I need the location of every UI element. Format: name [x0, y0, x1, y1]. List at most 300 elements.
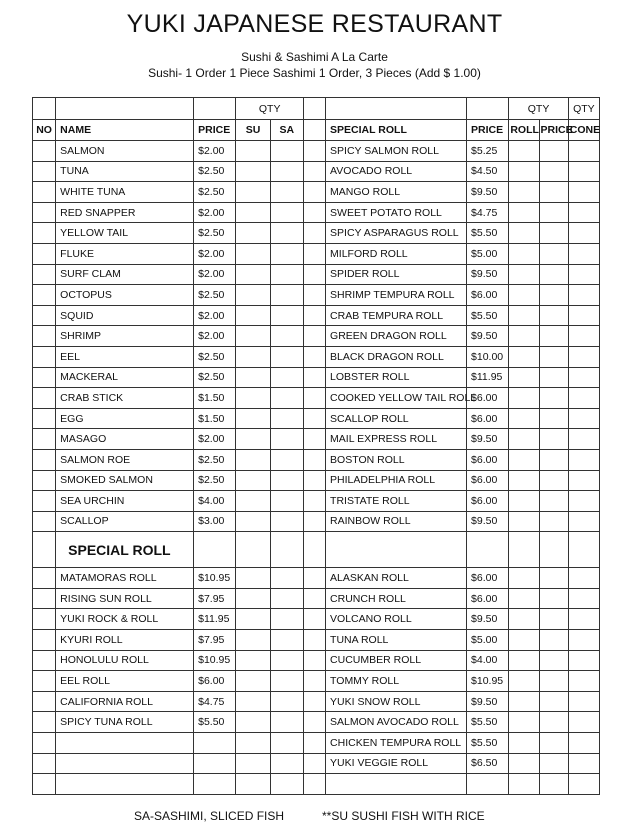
sushi-item-name: YELLOW TAIL	[56, 223, 194, 244]
qty-roll-cell	[509, 753, 539, 774]
sushi-item-price: $2.00	[194, 202, 236, 223]
roll-item-name: TRISTATE ROLL	[326, 491, 467, 512]
roll-item-price: $9.50	[467, 182, 509, 203]
sushi-item-price: $2.50	[194, 285, 236, 306]
sushi-item-price: $2.50	[194, 367, 236, 388]
qty-sa-cell	[270, 568, 303, 589]
qty-sa-cell	[270, 202, 303, 223]
roll-item-price: $6.00	[467, 470, 509, 491]
spacer-cell	[303, 346, 325, 367]
roll-item-name: VOLCANO ROLL	[326, 609, 467, 630]
roll-item-name: ALASKAN ROLL	[326, 568, 467, 589]
qty-price-cell	[539, 182, 568, 203]
qty-su-cell	[236, 568, 270, 589]
qty-cone-cell	[568, 671, 599, 692]
spacer-cell	[303, 182, 325, 203]
roll-item-name: CHICKEN TEMPURA ROLL	[326, 733, 467, 754]
qty-su-cell	[236, 264, 270, 285]
table-row	[33, 630, 600, 651]
table-row	[33, 141, 600, 162]
roll-item-name: SPICY SALMON ROLL	[326, 141, 467, 162]
roll-item-price: $9.50	[467, 429, 509, 450]
qty-roll-cell	[509, 243, 539, 264]
qty-cone-cell	[568, 491, 599, 512]
qty-sa-cell	[270, 753, 303, 774]
spacer-cell	[303, 141, 325, 162]
sushi-item-name: SCALLOP	[56, 511, 194, 532]
qty-roll-cell	[509, 223, 539, 244]
qty-cone-cell	[568, 733, 599, 754]
qty-cone-cell	[568, 753, 599, 774]
row-number-cell	[33, 161, 56, 182]
qty-cone-cell	[568, 388, 599, 409]
qty-su-cell	[236, 223, 270, 244]
page-title: YUKI JAPANESE RESTAURANT	[126, 10, 503, 38]
qty-cone-cell	[568, 568, 599, 589]
empty-cell	[194, 532, 236, 568]
sushi-item-name: SMOKED SALMON	[56, 470, 194, 491]
qty-su-cell	[236, 388, 270, 409]
table-row	[33, 511, 600, 532]
qty-cone-cell	[568, 470, 599, 491]
spacer-cell	[303, 264, 325, 285]
qty-price-cell	[539, 650, 568, 671]
sushi-item-price: $2.00	[194, 243, 236, 264]
spacer-cell	[303, 367, 325, 388]
roll-item-price: $9.50	[467, 609, 509, 630]
sushi-item-price: $11.95	[194, 609, 236, 630]
roll-item-name: SHRIMP TEMPURA ROLL	[326, 285, 467, 306]
qty-sa-cell	[270, 671, 303, 692]
header-name: NAME	[56, 120, 194, 141]
sushi-item-price: $2.50	[194, 346, 236, 367]
qty-price-cell	[539, 588, 568, 609]
qty-cone-cell	[568, 346, 599, 367]
row-number-cell	[33, 511, 56, 532]
qty-cone-cell	[568, 223, 599, 244]
qty-sa-cell	[270, 223, 303, 244]
row-number-cell	[33, 223, 56, 244]
row-number-cell	[33, 691, 56, 712]
table-row	[33, 223, 600, 244]
sushi-item-name	[56, 753, 194, 774]
qty-price-cell	[539, 408, 568, 429]
roll-item-name: MANGO ROLL	[326, 182, 467, 203]
table-row	[33, 429, 600, 450]
qty-price-cell	[539, 449, 568, 470]
sushi-item-price: $4.00	[194, 491, 236, 512]
spacer-cell	[303, 470, 325, 491]
special-roll-section-row	[33, 532, 600, 568]
header-sa: SA	[270, 120, 303, 141]
qty-price-cell	[539, 712, 568, 733]
roll-item-name: SPIDER ROLL	[326, 264, 467, 285]
roll-item-price: $6.00	[467, 588, 509, 609]
row-number-cell	[33, 408, 56, 429]
sushi-item-price: $2.50	[194, 223, 236, 244]
sushi-item-name: MACKERAL	[56, 367, 194, 388]
empty-cell	[568, 532, 599, 568]
qty-su-cell	[236, 326, 270, 347]
qty-su-cell	[236, 753, 270, 774]
sushi-item-price: $5.50	[194, 712, 236, 733]
roll-item-name: BLACK DRAGON ROLL	[326, 346, 467, 367]
qty-cone-cell	[568, 691, 599, 712]
empty-cell	[236, 532, 270, 568]
qty-su-cell	[236, 285, 270, 306]
qty-price-cell	[539, 568, 568, 589]
table-row	[33, 305, 600, 326]
header-price: PRICE	[194, 120, 236, 141]
header-special-roll: SPECIAL ROLL	[326, 120, 467, 141]
sushi-item-name: RISING SUN ROLL	[56, 588, 194, 609]
roll-item-name: COOKED YELLOW TAIL ROLL	[326, 388, 467, 409]
qty-su-cell	[236, 588, 270, 609]
qty-su-cell	[236, 408, 270, 429]
qty-sa-cell	[270, 264, 303, 285]
table-row	[33, 285, 600, 306]
qty-price-cell	[539, 630, 568, 651]
qty-roll-cell	[509, 449, 539, 470]
roll-item-price: $6.00	[467, 568, 509, 589]
roll-item-price: $6.00	[467, 388, 509, 409]
sushi-item-name: TUNA	[56, 161, 194, 182]
section-title: SPECIAL ROLL	[56, 532, 194, 568]
qty-price-cell	[539, 733, 568, 754]
empty-cell	[194, 774, 236, 795]
spacer-cell	[303, 388, 325, 409]
qty-label: QTY	[236, 98, 303, 120]
qty-roll-cell	[509, 429, 539, 450]
sushi-item-price: $10.95	[194, 568, 236, 589]
qty-su-cell	[236, 733, 270, 754]
row-number-cell	[33, 367, 56, 388]
row-number-cell	[33, 568, 56, 589]
qty-roll-cell	[509, 712, 539, 733]
qty-sa-cell	[270, 141, 303, 162]
header-price-2: PRICE	[467, 120, 509, 141]
empty-cell	[568, 774, 599, 795]
qty-cone-cell	[568, 305, 599, 326]
table-row	[33, 568, 600, 589]
qty-roll-cell	[509, 305, 539, 326]
sushi-item-name: SQUID	[56, 305, 194, 326]
sushi-item-price: $7.95	[194, 630, 236, 651]
sushi-item-price: $2.50	[194, 449, 236, 470]
spacer-cell	[303, 712, 325, 733]
qty-price-cell	[539, 671, 568, 692]
qty-su-cell	[236, 691, 270, 712]
qty-su-cell	[236, 630, 270, 651]
sushi-item-price	[194, 733, 236, 754]
sushi-item-price: $1.50	[194, 388, 236, 409]
qty-sa-cell	[270, 367, 303, 388]
row-number-cell	[33, 532, 56, 568]
sushi-item-name: CALIFORNIA ROLL	[56, 691, 194, 712]
roll-item-name: BOSTON ROLL	[326, 449, 467, 470]
sushi-item-name: WHITE TUNA	[56, 182, 194, 203]
roll-item-price: $4.50	[467, 161, 509, 182]
qty-roll-cell	[509, 470, 539, 491]
empty-cell	[467, 532, 509, 568]
sushi-item-name: SURF CLAM	[56, 264, 194, 285]
header-price-3: PRICE	[539, 120, 568, 141]
roll-item-price: $6.00	[467, 285, 509, 306]
spacer-cell	[303, 161, 325, 182]
sushi-item-price: $1.50	[194, 408, 236, 429]
qty-sa-cell	[270, 161, 303, 182]
spacer-cell	[303, 491, 325, 512]
table-row	[33, 491, 600, 512]
table-row	[33, 202, 600, 223]
sushi-item-name: SPICY TUNA ROLL	[56, 712, 194, 733]
roll-item-price: $4.00	[467, 650, 509, 671]
qty-su-cell	[236, 305, 270, 326]
spacer-cell	[303, 671, 325, 692]
roll-item-name: SWEET POTATO ROLL	[326, 202, 467, 223]
roll-item-price: $6.00	[467, 408, 509, 429]
qty-sa-cell	[270, 712, 303, 733]
qty-roll-cell	[509, 182, 539, 203]
sushi-item-name: EGG	[56, 408, 194, 429]
roll-item-name: LOBSTER ROLL	[326, 367, 467, 388]
empty-cell	[270, 774, 303, 795]
sushi-item-price: $2.00	[194, 141, 236, 162]
sushi-item-name: CRAB STICK	[56, 388, 194, 409]
roll-item-price: $6.50	[467, 753, 509, 774]
table-row	[33, 326, 600, 347]
qty-su-cell	[236, 182, 270, 203]
table-row	[33, 671, 600, 692]
roll-item-price: $6.00	[467, 491, 509, 512]
table-row	[33, 243, 600, 264]
qty-sa-cell	[270, 691, 303, 712]
qty-price-cell	[539, 161, 568, 182]
row-number-cell	[33, 182, 56, 203]
qty-price-cell	[539, 691, 568, 712]
row-number-cell	[33, 285, 56, 306]
row-number-cell	[33, 491, 56, 512]
qty-su-cell	[236, 470, 270, 491]
row-number-cell	[33, 264, 56, 285]
spacer-cell	[303, 408, 325, 429]
qty-sa-cell	[270, 408, 303, 429]
sushi-item-name: SALMON	[56, 141, 194, 162]
empty-cell	[326, 774, 467, 795]
table-row	[33, 753, 600, 774]
roll-item-name: SALMON AVOCADO ROLL	[326, 712, 467, 733]
qty-price-cell	[539, 346, 568, 367]
roll-item-name: MILFORD ROLL	[326, 243, 467, 264]
qty-sa-cell	[270, 326, 303, 347]
qty-cone-cell	[568, 511, 599, 532]
qty-price-cell	[539, 388, 568, 409]
table-row	[33, 161, 600, 182]
spacer-cell	[303, 305, 325, 326]
qty-roll-cell	[509, 408, 539, 429]
qty-roll-cell	[509, 671, 539, 692]
qty-price-cell	[539, 429, 568, 450]
qty-roll-cell	[509, 141, 539, 162]
table-row	[33, 346, 600, 367]
roll-item-price: $5.00	[467, 630, 509, 651]
qty-cone-cell	[568, 609, 599, 630]
roll-item-name: YUKI VEGGIE ROLL	[326, 753, 467, 774]
qty-roll-cell	[509, 264, 539, 285]
qty-price-cell	[539, 202, 568, 223]
qty-cone-cell	[568, 285, 599, 306]
qty-price-cell	[539, 609, 568, 630]
spacer-cell	[303, 588, 325, 609]
sushi-item-name: OCTOPUS	[56, 285, 194, 306]
qty-sa-cell	[270, 630, 303, 651]
table-row	[33, 182, 600, 203]
qty-cone-cell	[568, 588, 599, 609]
row-number-cell	[33, 326, 56, 347]
roll-item-name: SCALLOP ROLL	[326, 408, 467, 429]
row-number-cell	[33, 609, 56, 630]
table-row	[33, 712, 600, 733]
empty-cell	[509, 532, 539, 568]
sushi-item-name: EEL ROLL	[56, 671, 194, 692]
qty-price-cell	[539, 243, 568, 264]
qty-sa-cell	[270, 182, 303, 203]
empty-cell	[270, 532, 303, 568]
qty-cone-cell	[568, 264, 599, 285]
roll-item-price: $5.25	[467, 141, 509, 162]
footer-sushi-note: **SU SUSHI FISH WITH RICE	[322, 809, 485, 823]
qty-roll-cell	[509, 202, 539, 223]
qty-su-cell	[236, 449, 270, 470]
qty-price-cell	[539, 223, 568, 244]
roll-item-price: $9.50	[467, 691, 509, 712]
table-row	[33, 733, 600, 754]
sushi-item-price: $2.00	[194, 429, 236, 450]
sushi-item-name: MASAGO	[56, 429, 194, 450]
qty-header-row	[33, 98, 600, 120]
table-row	[33, 264, 600, 285]
sushi-item-price	[194, 753, 236, 774]
sushi-item-price: $6.00	[194, 671, 236, 692]
qty-cone-cell	[568, 161, 599, 182]
qty-su-cell	[236, 243, 270, 264]
sushi-item-price: $2.50	[194, 182, 236, 203]
qty-label-cone: QTY	[568, 98, 599, 120]
roll-item-name: GREEN DRAGON ROLL	[326, 326, 467, 347]
row-number-cell	[33, 388, 56, 409]
roll-item-price: $5.00	[467, 243, 509, 264]
sushi-item-name: RED SNAPPER	[56, 202, 194, 223]
qty-sa-cell	[270, 429, 303, 450]
qty-su-cell	[236, 367, 270, 388]
roll-item-name: CRUNCH ROLL	[326, 588, 467, 609]
roll-item-price: $9.50	[467, 511, 509, 532]
sushi-item-name: HONOLULU ROLL	[56, 650, 194, 671]
sushi-item-price: $3.00	[194, 511, 236, 532]
qty-sa-cell	[270, 305, 303, 326]
roll-item-name: TUNA ROLL	[326, 630, 467, 651]
table-row	[33, 367, 600, 388]
qty-sa-cell	[270, 243, 303, 264]
qty-roll-cell	[509, 511, 539, 532]
sushi-item-price: $10.95	[194, 650, 236, 671]
qty-price-cell	[539, 264, 568, 285]
roll-item-price: $5.50	[467, 733, 509, 754]
empty-cell	[303, 774, 325, 795]
qty-sa-cell	[270, 470, 303, 491]
table-row	[33, 650, 600, 671]
sushi-item-name	[56, 733, 194, 754]
empty-cell	[33, 774, 56, 795]
qty-sa-cell	[270, 285, 303, 306]
spacer-cell	[303, 223, 325, 244]
blank-row	[33, 774, 600, 795]
roll-item-name: PHILADELPHIA ROLL	[326, 470, 467, 491]
qty-roll-cell	[509, 630, 539, 651]
qty-price-cell	[539, 141, 568, 162]
row-number-cell	[33, 449, 56, 470]
spacer-cell	[303, 285, 325, 306]
subtitle-line-2: Sushi- 1 Order 1 Piece Sashimi 1 Order, 3 Pieces (Add $ 1.00)	[148, 66, 481, 80]
qty-sa-cell	[270, 511, 303, 532]
sushi-item-name: MATAMORAS ROLL	[56, 568, 194, 589]
spacer-cell	[303, 568, 325, 589]
spacer-cell	[303, 449, 325, 470]
sushi-item-name: YUKI ROCK & ROLL	[56, 609, 194, 630]
spacer-cell	[303, 733, 325, 754]
row-number-cell	[33, 712, 56, 733]
row-number-cell	[33, 650, 56, 671]
qty-cone-cell	[568, 650, 599, 671]
qty-sa-cell	[270, 609, 303, 630]
qty-cone-cell	[568, 326, 599, 347]
qty-cone-cell	[568, 429, 599, 450]
qty-sa-cell	[270, 650, 303, 671]
qty-roll-cell	[509, 285, 539, 306]
roll-item-name: TOMMY ROLL	[326, 671, 467, 692]
spacer-cell	[303, 429, 325, 450]
sushi-item-price: $7.95	[194, 588, 236, 609]
qty-cone-cell	[568, 202, 599, 223]
table-row	[33, 470, 600, 491]
table-row	[33, 408, 600, 429]
sushi-item-name: KYURI ROLL	[56, 630, 194, 651]
qty-su-cell	[236, 650, 270, 671]
roll-item-price: $9.50	[467, 264, 509, 285]
qty-su-cell	[236, 511, 270, 532]
qty-roll-cell	[509, 346, 539, 367]
row-number-cell	[33, 346, 56, 367]
row-number-cell	[33, 429, 56, 450]
subtitle-line-1: Sushi & Sashimi A La Carte	[241, 50, 388, 64]
qty-cone-cell	[568, 367, 599, 388]
header-su: SU	[236, 120, 270, 141]
qty-su-cell	[236, 491, 270, 512]
qty-roll-cell	[509, 326, 539, 347]
roll-item-name: AVOCADO ROLL	[326, 161, 467, 182]
qty-price-cell	[539, 491, 568, 512]
roll-item-name: CRAB TEMPURA ROLL	[326, 305, 467, 326]
header-cone: CONE	[568, 120, 599, 141]
qty-roll-cell	[509, 650, 539, 671]
qty-cone-cell	[568, 141, 599, 162]
spacer-cell	[303, 511, 325, 532]
roll-item-name: CUCUMBER ROLL	[326, 650, 467, 671]
roll-item-name: YUKI SNOW ROLL	[326, 691, 467, 712]
qty-price-cell	[539, 753, 568, 774]
qty-sa-cell	[270, 733, 303, 754]
column-header-row	[33, 120, 600, 141]
